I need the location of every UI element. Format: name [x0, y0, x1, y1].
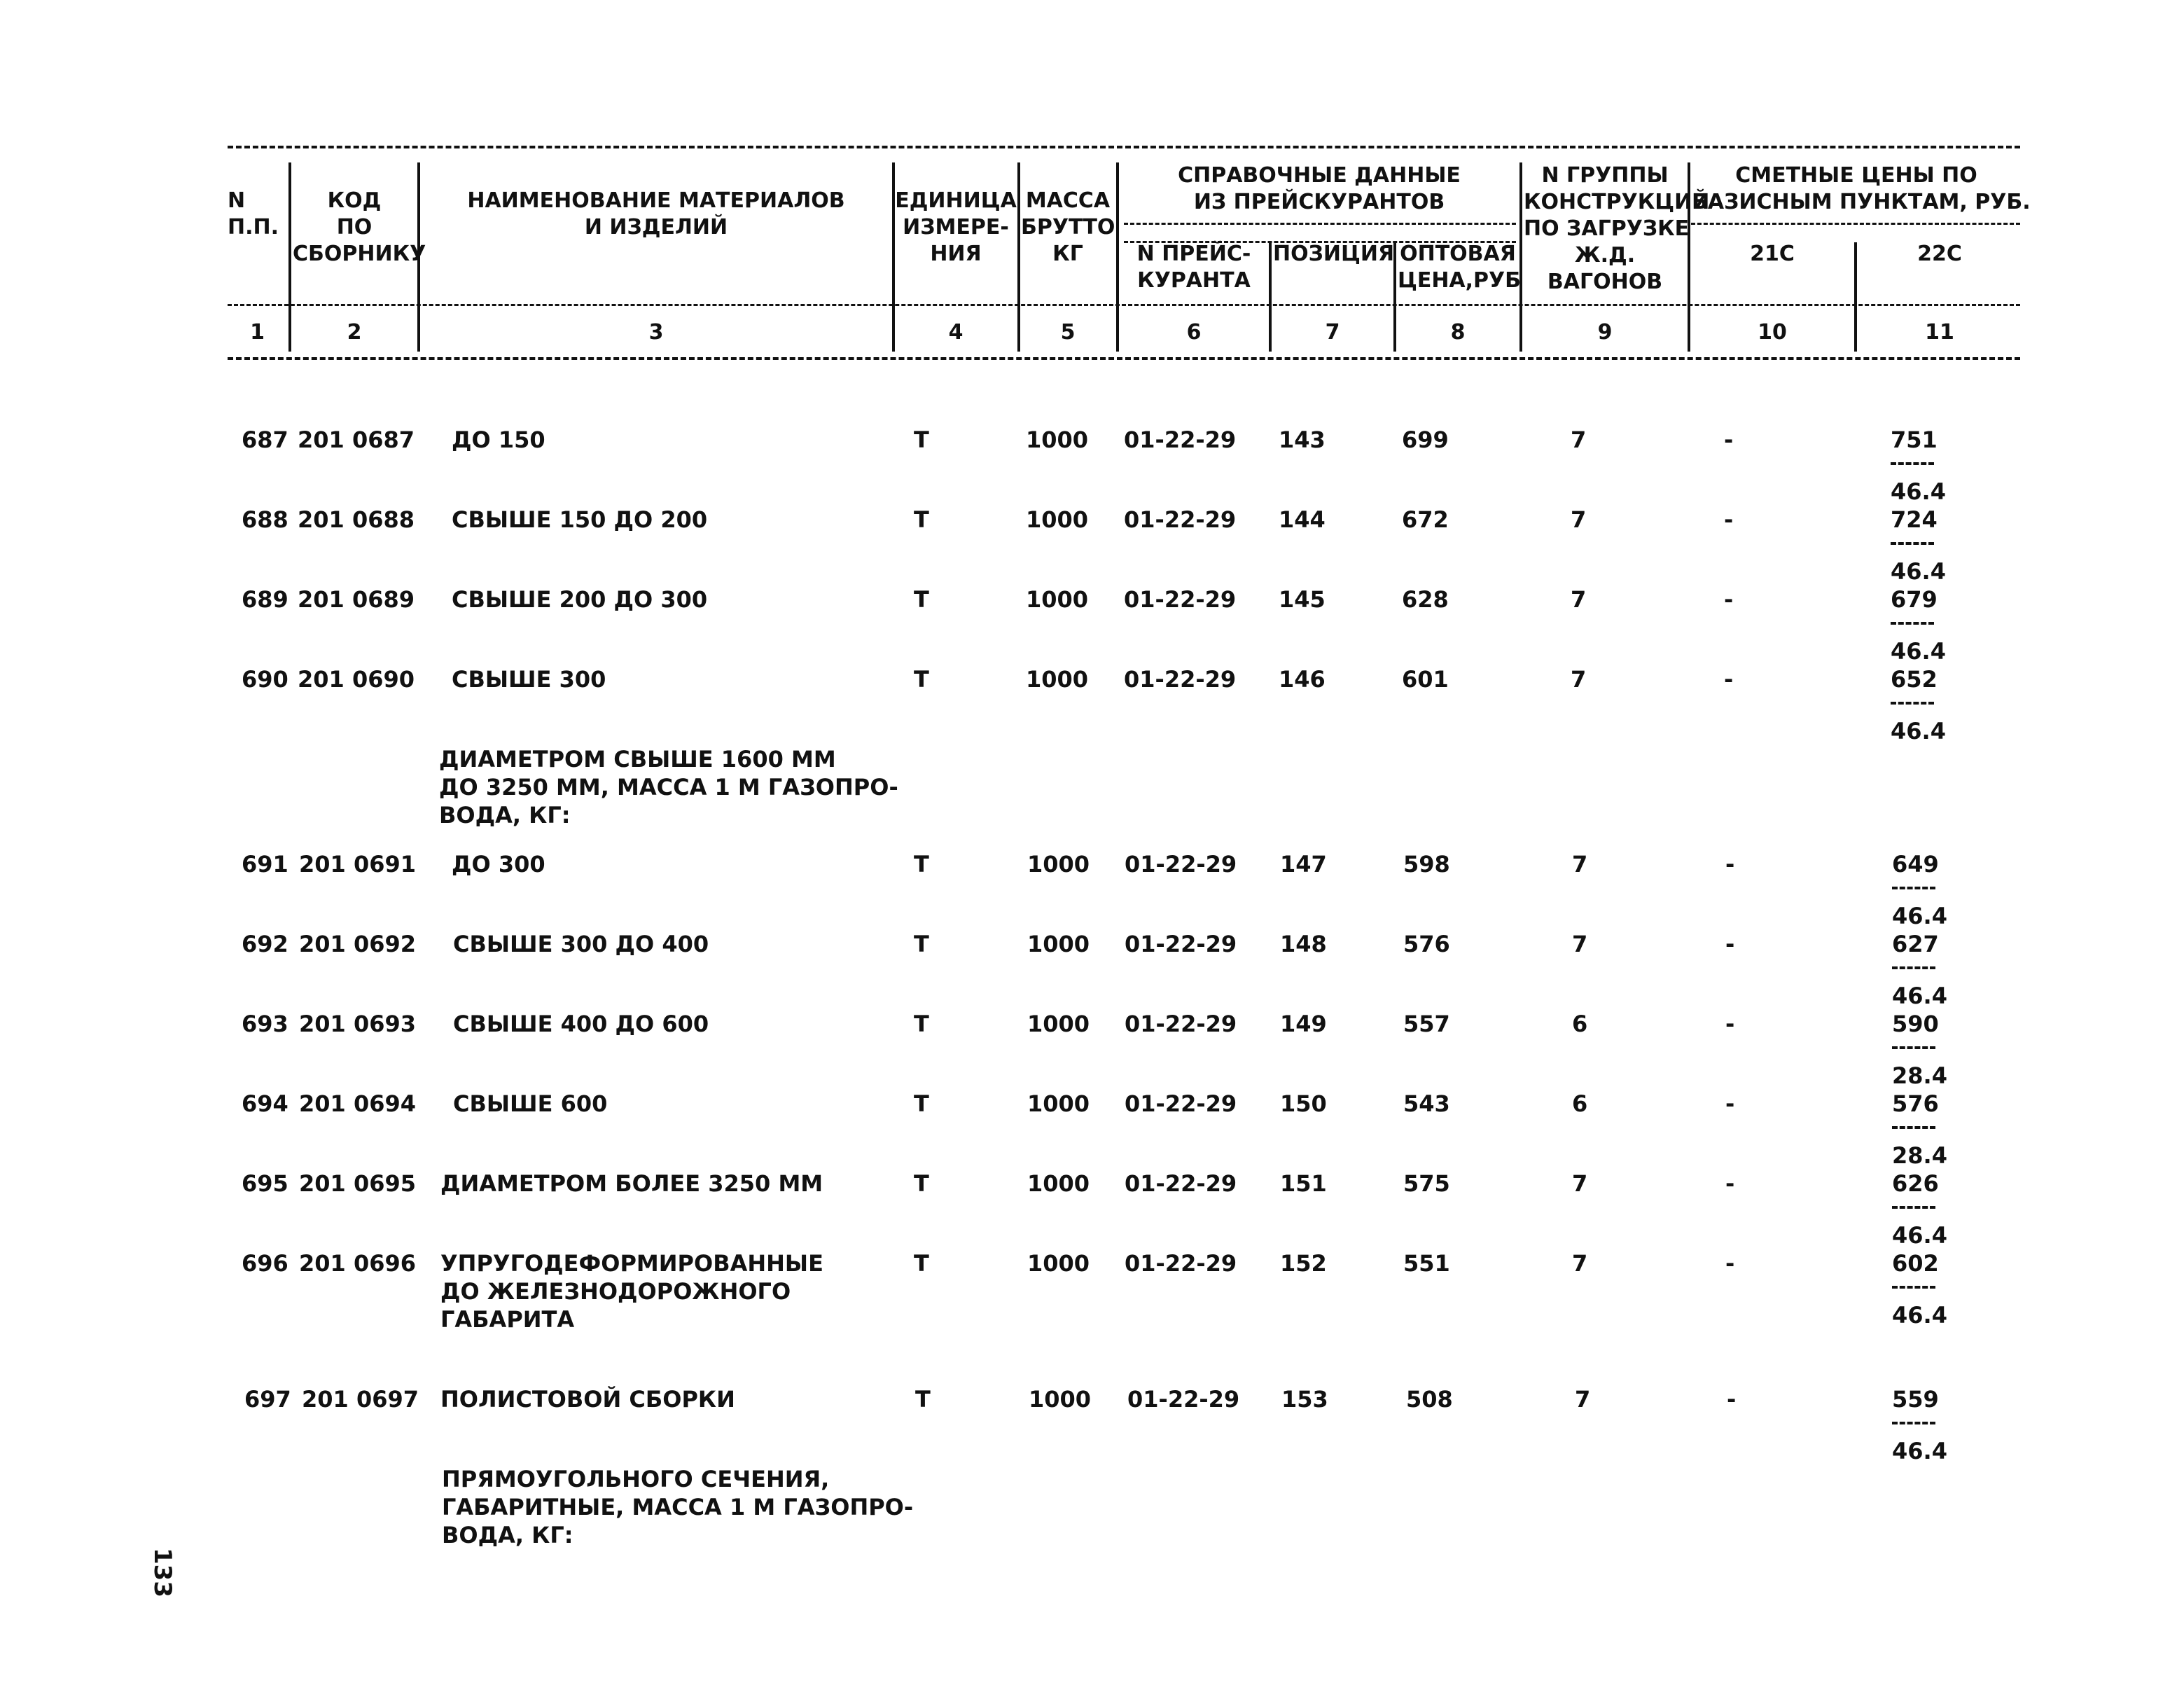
header-col10: 21С	[1750, 242, 1795, 266]
col-sep-5	[1116, 162, 1119, 352]
colnum-2: 2	[347, 320, 362, 345]
row-wholesale: 672	[1402, 506, 1449, 533]
row-unit: Т	[914, 666, 929, 693]
row-price-22c	[1891, 585, 1975, 665]
price-value: 679	[1891, 586, 1938, 613]
row-number: 697	[244, 1386, 291, 1413]
section-subheading: ПРЯМОУГОЛЬНОГО СЕЧЕНИЯ, ГАБАРИТНЫЕ, МАССА 1 М ГАЗОПРО- ВОДА, КГ:	[442, 1466, 914, 1548]
row-group: 7	[1575, 1386, 1591, 1413]
row-mass: 1000	[1026, 506, 1089, 533]
col-sep-10	[1854, 242, 1857, 352]
row-price-22c	[1891, 426, 1975, 506]
row-pricelist: 01-22-29	[1124, 506, 1237, 533]
row-unit: Т	[914, 1011, 929, 1037]
row-price-21c: -	[1725, 1090, 1735, 1117]
colnum-9: 9	[1597, 320, 1613, 345]
header-ref-group: СПРАВОЧНЫЕ ДАННЫЕ ИЗ ПРЕЙСКУРАНТОВ	[1178, 163, 1461, 214]
header-col7: ПОЗИЦИЯ	[1273, 242, 1395, 266]
row-unit: Т	[914, 1090, 929, 1117]
colnum-1: 1	[250, 320, 265, 345]
row-pricelist: 01-22-29	[1124, 666, 1237, 693]
row-wholesale: 543	[1403, 1090, 1450, 1117]
header-col9: N ГРУППЫ КОНСТРУКЦИЙ ПО ЗАГРУЗКЕ Ж.Д. ВАГОНОВ	[1524, 163, 1710, 294]
row-code: 201 0694	[299, 1090, 416, 1117]
row-unit: Т	[914, 851, 929, 878]
row-position: 147	[1280, 851, 1327, 878]
row-mass: 1000	[1027, 931, 1090, 957]
col-sep-8	[1519, 162, 1522, 352]
row-code: 201 0693	[299, 1011, 416, 1037]
price-transport: 46.4	[1892, 903, 1947, 929]
row-unit: Т	[914, 506, 929, 533]
row-position: 153	[1281, 1386, 1328, 1413]
row-position: 150	[1280, 1090, 1327, 1117]
header-col5: МАССА БРУТТО КГ	[1021, 188, 1115, 266]
row-unit: Т	[914, 1170, 929, 1197]
row-pricelist: 01-22-29	[1127, 1386, 1240, 1413]
header-mid-rule	[228, 304, 2020, 306]
row-code: 201 0697	[302, 1386, 419, 1413]
row-mass: 1000	[1027, 1011, 1090, 1037]
fraction-bar	[1892, 887, 1935, 889]
fraction-bar	[1891, 702, 1934, 705]
colnum-3: 3	[648, 320, 664, 345]
row-name: СВЫШЕ 150 ДО 200	[452, 506, 708, 533]
colnum-4: 4	[948, 320, 964, 345]
row-pricelist: 01-22-29	[1125, 1011, 1237, 1037]
row-number: 691	[242, 851, 288, 878]
row-number: 688	[242, 506, 288, 533]
row-wholesale: 601	[1402, 666, 1449, 693]
row-position: 145	[1279, 586, 1326, 613]
fraction-bar	[1892, 966, 1935, 969]
price-transport: 46.4	[1892, 983, 1947, 1009]
row-number: 690	[242, 666, 288, 693]
price-transport: 46.4	[1891, 478, 1946, 505]
row-name: СВЫШЕ 400 ДО 600	[453, 1011, 709, 1037]
row-code: 201 0696	[299, 1250, 416, 1277]
price-transport: 46.4	[1892, 1222, 1947, 1249]
row-number: 689	[242, 586, 288, 613]
row-price-21c: -	[1725, 1170, 1735, 1197]
row-mass: 1000	[1026, 666, 1089, 693]
row-code: 201 0689	[298, 586, 415, 613]
price-value: 652	[1891, 666, 1938, 693]
price-value: 602	[1892, 1250, 1939, 1277]
row-price-22c	[1892, 1170, 1976, 1249]
row-code: 201 0691	[299, 851, 416, 878]
row-group: 7	[1571, 586, 1587, 613]
price-transport: 46.4	[1891, 558, 1946, 585]
row-name: ДО 150	[452, 427, 545, 453]
row-code: 201 0690	[298, 666, 415, 693]
colnum-6: 6	[1186, 320, 1202, 345]
row-mass: 1000	[1027, 1170, 1090, 1197]
row-wholesale: 576	[1403, 931, 1450, 957]
row-mass: 1000	[1027, 851, 1090, 878]
row-wholesale: 557	[1403, 1011, 1450, 1037]
row-code: 201 0692	[299, 931, 416, 957]
row-number: 695	[242, 1170, 288, 1197]
header-top-rule	[228, 146, 2020, 148]
row-pricelist: 01-22-29	[1124, 586, 1237, 613]
row-price-22c	[1892, 930, 1976, 1010]
fraction-bar	[1892, 1206, 1935, 1209]
price-value: 559	[1892, 1386, 1939, 1413]
price-transport: 46.4	[1892, 1302, 1947, 1329]
price-value: 626	[1892, 1170, 1939, 1197]
header-bottom-rule	[228, 357, 2020, 360]
row-name: СВЫШЕ 200 ДО 300	[452, 586, 708, 613]
row-mass: 1000	[1027, 1250, 1090, 1277]
fraction-bar	[1892, 1126, 1935, 1129]
col-sep-6	[1269, 242, 1272, 352]
header-col1: N П.П.	[228, 188, 279, 240]
row-price-21c: -	[1725, 851, 1735, 878]
row-number: 694	[242, 1090, 288, 1117]
col-sep-4	[1017, 162, 1020, 352]
colnum-5: 5	[1060, 320, 1076, 345]
fraction-bar	[1892, 1286, 1935, 1289]
price-transport: 46.4	[1891, 718, 1946, 744]
price-transport: 28.4	[1892, 1062, 1947, 1089]
row-number: 687	[242, 427, 288, 453]
header-col6: N ПРЕЙС- КУРАНТА	[1136, 242, 1251, 293]
row-number: 692	[242, 931, 288, 957]
section-subheading: ДИАМЕТРОМ СВЫШЕ 1600 ММ ДО 3250 ММ, МАССА 1 М ГАЗОПРО- ВОДА, КГ:	[439, 746, 898, 828]
row-unit: Т	[915, 1386, 931, 1413]
row-mass: 1000	[1027, 1090, 1090, 1117]
row-name: СВЫШЕ 300	[452, 666, 606, 693]
row-number: 693	[242, 1011, 288, 1037]
row-price-21c: -	[1724, 586, 1734, 613]
row-pricelist: 01-22-29	[1124, 427, 1237, 453]
row-group: 7	[1571, 666, 1587, 693]
colnum-7: 7	[1325, 320, 1340, 345]
header-col8: ОПТОВАЯ ЦЕНА,РУБ	[1398, 242, 1522, 293]
row-name: СВЫШЕ 600	[453, 1090, 608, 1117]
row-price-22c	[1892, 850, 1976, 930]
colnum-11: 11	[1925, 320, 1954, 345]
row-price-22c	[1892, 1010, 1976, 1090]
row-pricelist: 01-22-29	[1125, 1170, 1237, 1197]
row-price-21c: -	[1725, 1250, 1735, 1277]
price-value: 590	[1892, 1011, 1939, 1037]
row-position: 144	[1279, 506, 1326, 533]
row-position: 148	[1280, 931, 1327, 957]
row-group: 7	[1572, 1250, 1588, 1277]
row-unit: Т	[914, 931, 929, 957]
row-position: 143	[1279, 427, 1326, 453]
row-group: 7	[1572, 1170, 1588, 1197]
row-price-22c	[1891, 506, 1975, 585]
row-pricelist: 01-22-29	[1125, 931, 1237, 957]
row-wholesale: 508	[1406, 1386, 1453, 1413]
row-unit: Т	[914, 586, 929, 613]
colnum-10: 10	[1758, 320, 1787, 345]
row-pricelist: 01-22-29	[1125, 1250, 1237, 1277]
row-code: 201 0695	[299, 1170, 416, 1197]
row-code: 201 0688	[298, 506, 415, 533]
page-number: 133	[148, 1548, 176, 1597]
header-col3: НАИМЕНОВАНИЕ МАТЕРИАЛОВ И ИЗДЕЛИЙ	[467, 188, 845, 240]
row-name: ПОЛИСТОВОЙ СБОРКИ	[440, 1386, 735, 1413]
col-sep-1	[288, 162, 291, 352]
price-value: 724	[1891, 506, 1938, 533]
header-price-group: СМЕТНЫЕ ЦЕНЫ ПО БАЗИСНЫМ ПУНКТАМ, РУБ.	[1692, 163, 2031, 214]
row-position: 149	[1280, 1011, 1327, 1037]
row-price-22c	[1892, 1249, 1976, 1329]
fraction-bar	[1891, 542, 1934, 545]
fraction-bar	[1892, 1422, 1935, 1424]
row-group: 6	[1572, 1090, 1588, 1117]
row-group: 7	[1571, 506, 1587, 533]
header-col2: КОД ПО СБОРНИКУ	[293, 188, 426, 266]
row-position: 151	[1280, 1170, 1327, 1197]
row-group: 7	[1572, 851, 1588, 878]
row-price-21c: -	[1724, 506, 1734, 533]
price-transport: 46.4	[1891, 638, 1946, 665]
row-pricelist: 01-22-29	[1125, 851, 1237, 878]
row-group: 7	[1571, 427, 1587, 453]
row-position: 152	[1280, 1250, 1327, 1277]
row-name: УПРУГОДЕФОРМИРОВАННЫЕ ДО ЖЕЛЕЗНОДОРОЖНОГО ГАБАРИТА	[440, 1250, 823, 1333]
header-col11: 22С	[1917, 242, 1962, 266]
row-mass: 1000	[1026, 586, 1089, 613]
price-value: 627	[1892, 931, 1939, 957]
price-value: 576	[1892, 1090, 1939, 1117]
row-wholesale: 551	[1403, 1250, 1450, 1277]
row-wholesale: 628	[1402, 586, 1449, 613]
colnum-8: 8	[1450, 320, 1466, 345]
fraction-bar	[1891, 462, 1934, 465]
price-value: 751	[1891, 427, 1938, 453]
row-position: 146	[1279, 666, 1326, 693]
row-wholesale: 598	[1403, 851, 1450, 878]
fraction-bar	[1891, 622, 1934, 625]
row-price-21c: -	[1725, 1011, 1735, 1037]
row-price-21c: -	[1727, 1386, 1737, 1413]
row-name: ДИАМЕТРОМ БОЛЕЕ 3250 ММ	[440, 1170, 823, 1197]
row-unit: Т	[914, 427, 929, 453]
row-wholesale: 699	[1402, 427, 1449, 453]
row-unit: Т	[914, 1250, 929, 1277]
row-price-22c	[1891, 665, 1975, 745]
price-transport: 28.4	[1892, 1142, 1947, 1169]
row-price-21c: -	[1725, 931, 1735, 957]
row-mass: 1000	[1029, 1386, 1092, 1413]
price-transport: 46.4	[1892, 1438, 1947, 1464]
header-col4: ЕДИНИЦА ИЗМЕРЕ- НИЯ	[895, 188, 1017, 266]
row-price-21c: -	[1724, 666, 1734, 693]
fraction-bar	[1892, 1046, 1935, 1049]
row-group: 6	[1572, 1011, 1588, 1037]
row-name: СВЫШЕ 300 ДО 400	[453, 931, 709, 957]
row-code: 201 0687	[298, 427, 415, 453]
row-pricelist: 01-22-29	[1125, 1090, 1237, 1117]
row-mass: 1000	[1026, 427, 1089, 453]
row-price-22c	[1892, 1090, 1976, 1170]
row-price-21c: -	[1724, 427, 1734, 453]
row-wholesale: 575	[1403, 1170, 1450, 1197]
row-price-22c	[1892, 1385, 1976, 1465]
row-group: 7	[1572, 931, 1588, 957]
row-name: ДО 300	[452, 851, 545, 878]
price-group-rule	[1691, 223, 2020, 225]
row-number: 696	[242, 1250, 288, 1277]
ref-group-rule	[1124, 223, 1516, 225]
price-value: 649	[1892, 851, 1939, 878]
